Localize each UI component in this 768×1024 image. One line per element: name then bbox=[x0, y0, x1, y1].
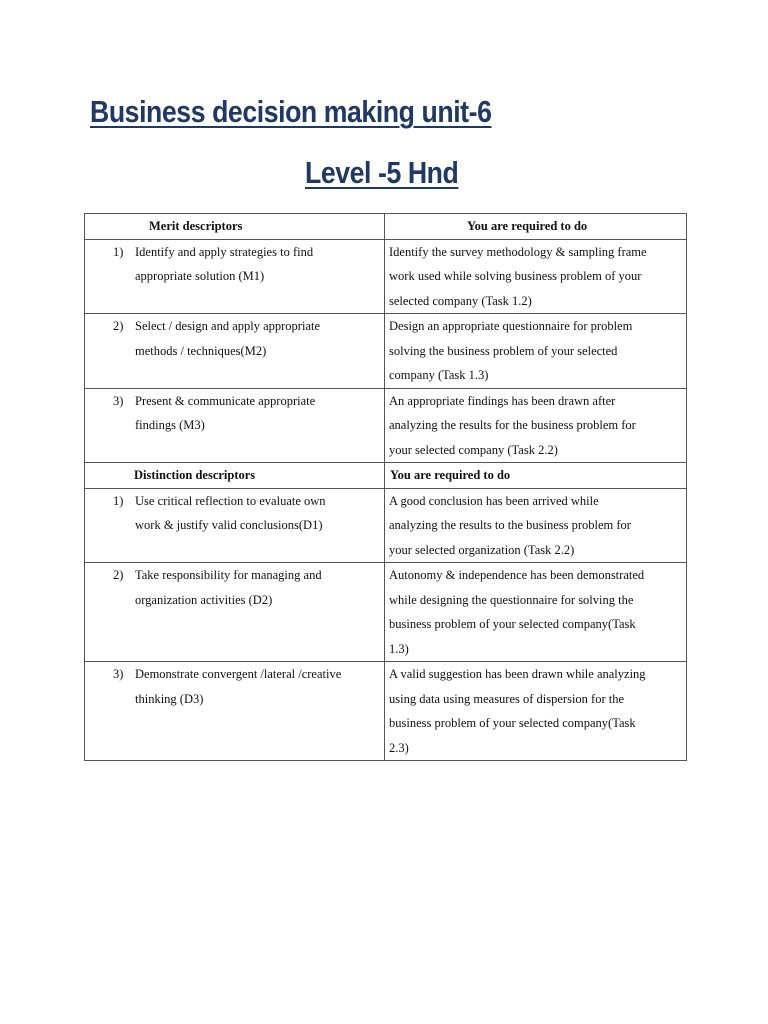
requirement-line: Identify the survey methodology & sampling frame bbox=[389, 244, 647, 259]
descriptor-line: Identify and apply strategies to find bbox=[135, 244, 314, 259]
descriptor-line: appropriate solution (M1) bbox=[135, 269, 265, 283]
requirement-line: An appropriate findings has been drawn after bbox=[389, 393, 616, 408]
requirement-line: analyzing the results for the business problem for bbox=[389, 418, 636, 432]
descriptor-line: methods / techniques(M2) bbox=[135, 343, 267, 358]
table-row bbox=[85, 314, 687, 389]
descriptor-line: organization activities (D2) bbox=[135, 592, 273, 607]
distinction-header-row bbox=[85, 463, 687, 489]
table-row bbox=[85, 239, 687, 314]
merit-header-left: Merit descriptors bbox=[85, 214, 385, 240]
merit-requirement-cell bbox=[385, 239, 687, 314]
merit-requirement-cell bbox=[385, 314, 687, 389]
requirement-line: business problem of your selected company(Task bbox=[389, 716, 636, 730]
requirement-line: work used while solving business problem of your bbox=[389, 269, 642, 283]
distinction-header-left: Distinction descriptors bbox=[85, 463, 385, 489]
requirement-line: business problem of your selected company(Task bbox=[389, 617, 636, 631]
descriptor-line: findings (M3) bbox=[135, 418, 205, 432]
requirement-line: solving the business problem of your selected bbox=[389, 343, 618, 358]
table-row bbox=[85, 388, 687, 463]
item-number: 1) bbox=[113, 493, 124, 508]
item-number: 3) bbox=[113, 667, 124, 681]
descriptor-line: Demonstrate convergent /lateral /creative bbox=[135, 667, 342, 681]
distinction-requirement-cell bbox=[385, 662, 687, 761]
distinction-descriptor-cell bbox=[85, 488, 385, 563]
distinction-descriptor-cell bbox=[85, 662, 385, 761]
requirement-line: analyzing the results to the business problem for bbox=[389, 518, 631, 532]
requirement-line: 2.3) bbox=[389, 740, 409, 755]
requirement-line: Autonomy & independence has been demonstrated bbox=[389, 568, 645, 582]
item-number: 1) bbox=[113, 244, 124, 259]
distinction-header-right: You are required to do bbox=[385, 463, 687, 489]
merit-header-right: You are required to do bbox=[385, 214, 687, 240]
table-row bbox=[85, 662, 687, 761]
table-row bbox=[85, 563, 687, 662]
descriptor-line: Use critical reflection to evaluate own bbox=[135, 493, 326, 508]
distinction-descriptor-cell bbox=[85, 563, 385, 662]
item-number: 2) bbox=[113, 568, 124, 582]
merit-descriptor-cell bbox=[85, 239, 385, 314]
requirement-line: your selected organization (Task 2.2) bbox=[389, 542, 575, 557]
merit-descriptor-cell bbox=[85, 314, 385, 389]
requirement-line: A good conclusion has been arrived while bbox=[389, 493, 599, 508]
distinction-requirement-cell bbox=[385, 563, 687, 662]
requirement-line: while designing the questionnaire for solving the bbox=[389, 592, 634, 607]
requirement-line: selected company (Task 1.2) bbox=[389, 293, 532, 308]
descriptor-line: Select / design and apply appropriate bbox=[135, 319, 321, 333]
requirement-line: using data using measures of dispersion for the bbox=[389, 691, 625, 706]
requirement-line: Design an appropriate questionnaire for problem bbox=[389, 319, 633, 333]
requirement-line: A valid suggestion has been drawn while analyzing bbox=[389, 667, 646, 681]
descriptor-line: Take responsibility for managing and bbox=[135, 568, 322, 582]
item-number: 2) bbox=[113, 319, 124, 333]
document-subtitle: Level -5 Hnd bbox=[305, 155, 459, 190]
requirement-line: your selected company (Task 2.2) bbox=[389, 442, 558, 457]
descriptor-line: work & justify valid conclusions(D1) bbox=[135, 518, 323, 532]
descriptor-line: thinking (D3) bbox=[135, 691, 204, 706]
distinction-requirement-cell bbox=[385, 488, 687, 563]
requirement-line: 1.3) bbox=[389, 641, 409, 656]
table-row bbox=[85, 488, 687, 563]
merit-header-row bbox=[85, 214, 687, 240]
item-number: 3) bbox=[113, 393, 124, 408]
descriptor-line: Present & communicate appropriate bbox=[135, 393, 316, 408]
merit-descriptor-cell bbox=[85, 388, 385, 463]
merit-requirement-cell bbox=[385, 388, 687, 463]
requirement-line: company (Task 1.3) bbox=[389, 368, 489, 382]
descriptors-table bbox=[84, 213, 687, 761]
document-title: Business decision making unit-6 bbox=[90, 94, 492, 129]
